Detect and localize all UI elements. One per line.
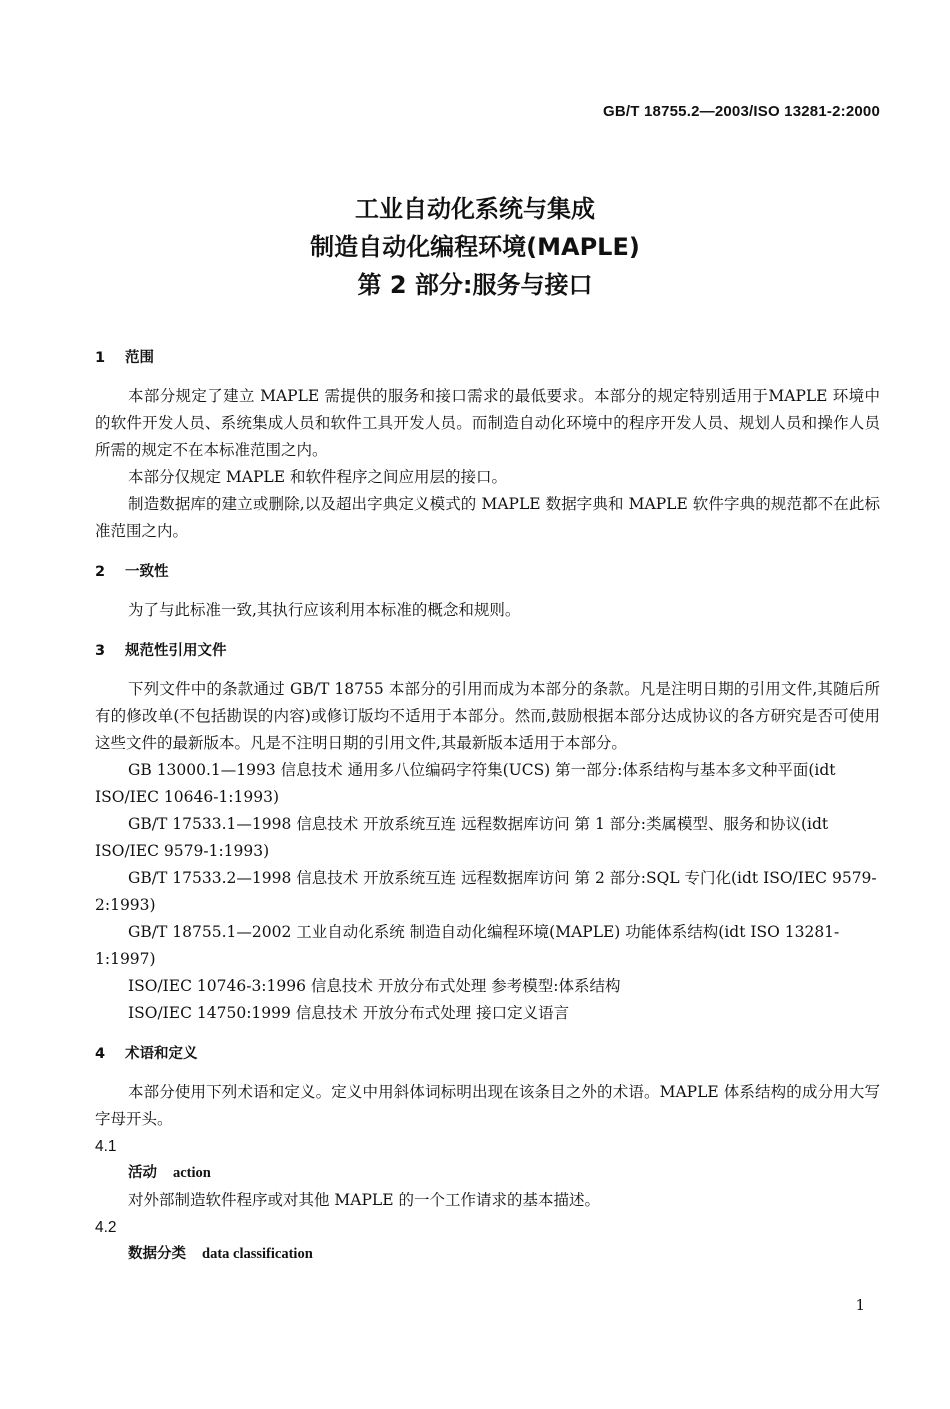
term-chinese: 活动: [128, 1165, 157, 1181]
section-number: 1: [95, 350, 106, 366]
term-entry: [95, 1160, 880, 1187]
section-heading-conformance: [95, 559, 880, 585]
section-title: 一致性: [125, 564, 169, 580]
document-body: [95, 345, 880, 1268]
reference-entry: GB/T 18755.1—2002 工业自动化系统 制造自动化编程环境(MAPLE) 功能体系结构(idt ISO 13281-1:1997): [95, 923, 840, 968]
paragraph: 本部分规定了建立 MAPLE 需提供的服务和接口需求的最低要求。本部分的规定特别适用于MAPLE 环境中的软件开发人员、系统集成人员和软件工具开发人员。而制造自动化环境中的程序开发人员、规划人员和操作人员所需的规定不在本标准范围之内。: [95, 387, 880, 459]
reference-entry: GB 13000.1—1993 信息技术 通用多八位编码字符集(UCS) 第一部分:体系结构与基本多文种平面(idt ISO/IEC 10646-1:1993): [95, 761, 836, 806]
reference-entry: GB/T 17533.2—1998 信息技术 开放系统互连 远程数据库访问 第 2 部分:SQL 专门化(idt ISO/IEC 9579-2:1993): [95, 869, 877, 914]
reference-entry: ISO/IEC 10746-3:1996 信息技术 开放分布式处理 参考模型:体系结构: [128, 977, 621, 995]
paragraph: 制造数据库的建立或删除,以及超出字典定义模式的 MAPLE 数据字典和 MAPLE 软件字典的规范都不在此标准范围之内。: [95, 495, 880, 540]
document-title: [0, 190, 950, 304]
term-number: 4.2: [95, 1219, 117, 1236]
title-line-2: 制造自动化编程环境(MAPLE): [310, 233, 640, 261]
section-heading-terms: [95, 1041, 880, 1067]
standard-code-header: GB/T 18755.2—2003/ISO 13281-2:2000: [603, 103, 880, 120]
section-number: 3: [95, 643, 106, 659]
paragraph: 本部分使用下列术语和定义。定义中用斜体词标明出现在该条目之外的术语。MAPLE 体系结构的成分用大写字母开头。: [95, 1083, 880, 1128]
section-heading-scope: [95, 345, 880, 371]
paragraph: 为了与此标准一致,其执行应该利用本标准的概念和规则。: [128, 601, 521, 619]
title-line-3: 第 2 部分:服务与接口: [357, 271, 593, 299]
term-english: data classification: [202, 1246, 313, 1262]
section-title: 术语和定义: [125, 1046, 198, 1062]
reference-entry: GB/T 17533.1—1998 信息技术 开放系统互连 远程数据库访问 第 1 部分:类属模型、服务和协议(idt ISO/IEC 9579-1:1993): [95, 815, 829, 860]
section-heading-normative-references: [95, 638, 880, 664]
paragraph: 本部分仅规定 MAPLE 和软件程序之间应用层的接口。: [128, 468, 507, 486]
section-number: 2: [95, 564, 106, 580]
section-number: 4: [95, 1046, 106, 1062]
term-definition: 对外部制造软件程序或对其他 MAPLE 的一个工作请求的基本描述。: [128, 1191, 600, 1209]
paragraph: 下列文件中的条款通过 GB/T 18755 本部分的引用而成为本部分的条款。凡是注明日期的引用文件,其随后所有的修改单(不包括勘误的内容)或修订版均不适用于本部分。然而,鼓励根据本部分达成协议的各方研究是否可使用这些文件的最新版本。凡是不注明日期的引用文件,其最新版本适用于本部分。: [95, 680, 880, 752]
section-title: 规范性引用文件: [125, 643, 227, 659]
reference-entry: ISO/IEC 14750:1999 信息技术 开放分布式处理 接口定义语言: [128, 1004, 570, 1022]
term-number: 4.1: [95, 1138, 117, 1155]
title-line-1: 工业自动化系统与集成: [355, 195, 595, 223]
term-entry: [95, 1241, 880, 1268]
term-english: action: [173, 1165, 211, 1181]
page-number: 1: [855, 1296, 865, 1314]
section-title: 范围: [125, 350, 154, 366]
term-chinese: 数据分类: [128, 1246, 186, 1262]
